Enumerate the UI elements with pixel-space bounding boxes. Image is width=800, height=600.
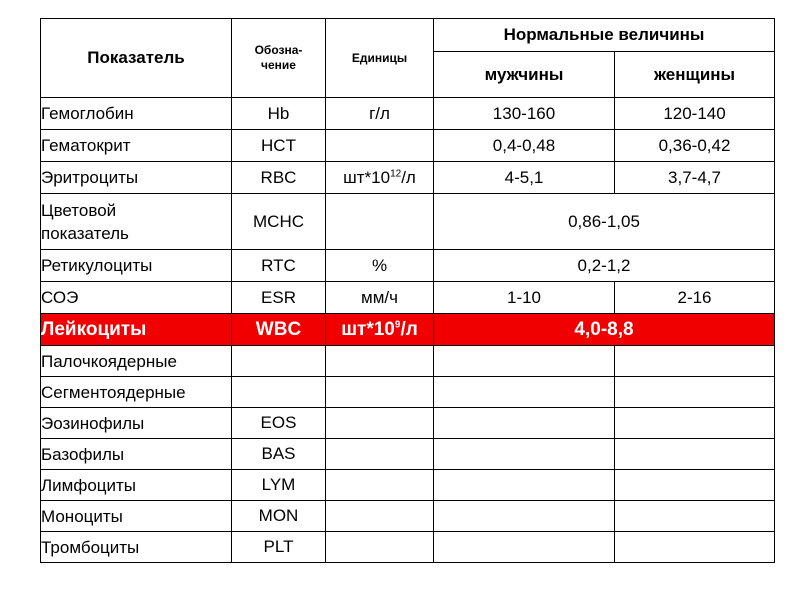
row-men [434,501,615,532]
row-name: Лейкоциты [41,314,232,346]
row-women [615,439,775,470]
row-both: 4,0-8,8 [434,314,775,346]
row-both: 0,86-1,05 [434,194,775,250]
header-normal-values: Нормальные величины [434,19,775,52]
header-men: мужчины [434,52,615,98]
row-name: Моноциты [41,501,232,532]
row-abbr: PLT [232,532,326,563]
row-name: Лимфоциты [41,470,232,501]
row-women: 3,7-4,7 [615,162,775,194]
row-name: Гематокрит [41,130,232,162]
table-row [41,377,775,408]
row-abbr: BAS [232,439,326,470]
row-unit [326,377,434,408]
row-unit: % [326,250,434,282]
row-name: СОЭ [41,282,232,314]
row-men: 1-10 [434,282,615,314]
row-abbr: RTC [232,250,326,282]
row-unit [326,532,434,563]
row-women [615,470,775,501]
row-women: 2-16 [615,282,775,314]
row-unit: г/л [326,98,434,130]
row-abbr: MON [232,501,326,532]
row-abbr: LYM [232,470,326,501]
row-name: Базофилы [41,439,232,470]
row-name: Эозинофилы [41,408,232,439]
row-name: Ретикулоциты [41,250,232,282]
row-women: 120-140 [615,98,775,130]
header-units: Единицы [326,19,434,98]
row-unit [326,501,434,532]
row-unit [326,130,434,162]
table-row [41,408,775,439]
header-row-1 [41,19,775,52]
row-abbr: EOS [232,408,326,439]
table-row [41,501,775,532]
row-men [434,377,615,408]
row-name: Цветовой показатель [41,194,232,250]
row-abbr [232,346,326,377]
table-row [41,282,775,314]
row-unit [326,439,434,470]
row-men [434,346,615,377]
row-abbr: RBC [232,162,326,194]
row-men: 0,4-0,48 [434,130,615,162]
table-row [41,130,775,162]
row-name: Палочкоядерные [41,346,232,377]
row-name: Сегментоядерные [41,377,232,408]
row-abbr: WBC [232,314,326,346]
row-men [434,408,615,439]
row-women [615,532,775,563]
row-abbr: HCT [232,130,326,162]
table-row [41,194,775,250]
row-women: 0,36-0,42 [615,130,775,162]
row-men [434,532,615,563]
row-men: 4-5,1 [434,162,615,194]
header-women: женщины [615,52,775,98]
row-name: Эритроциты [41,162,232,194]
table-row [41,98,775,130]
row-unit: мм/ч [326,282,434,314]
row-men [434,439,615,470]
row-women [615,408,775,439]
row-men [434,470,615,501]
row-unit [326,470,434,501]
table-row [41,532,775,563]
table-row [41,250,775,282]
row-name: Гемоглобин [41,98,232,130]
row-women [615,346,775,377]
row-unit: $шт*10^9/л$ [326,314,434,346]
row-abbr: MCHC [232,194,326,250]
row-unit [326,346,434,377]
row-abbr: Hb [232,98,326,130]
row-unit [326,194,434,250]
row-both: 0,2-1,2 [434,250,775,282]
row-abbr [232,377,326,408]
header-abbreviation: Обозна- чение [232,19,326,98]
table-row [41,162,775,194]
table-row [41,470,775,501]
row-name: Тромбоциты [41,532,232,563]
row-women [615,501,775,532]
row-unit [326,408,434,439]
reference-values-table [40,18,775,563]
header-indicator: Показатель [41,19,232,98]
table-row [41,439,775,470]
row-men: 130-160 [434,98,615,130]
table-row-highlighted [41,314,775,346]
row-unit: $шт*10^{12}/л$ [326,162,434,194]
table-row [41,346,775,377]
row-abbr: ESR [232,282,326,314]
row-women [615,377,775,408]
